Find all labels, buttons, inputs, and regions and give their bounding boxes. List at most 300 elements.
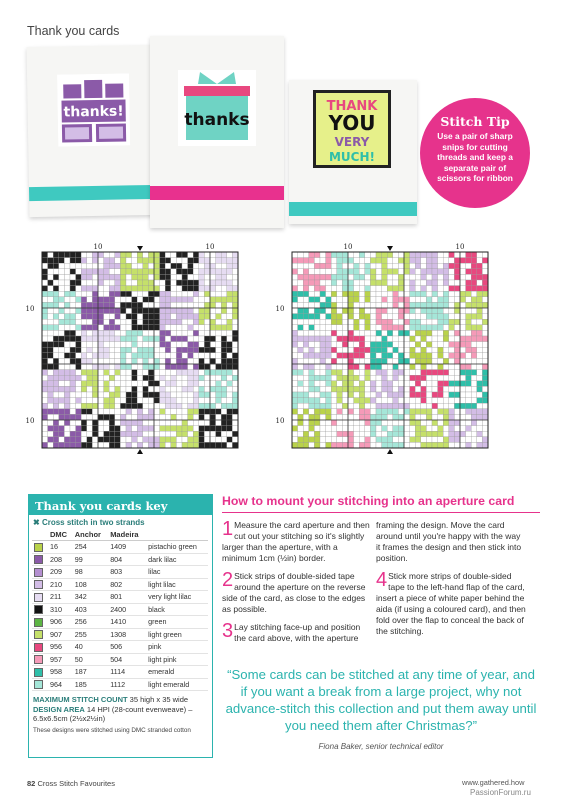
chart-cell <box>120 291 126 297</box>
design-value: 14 HPI (28-count evenweave) – 6.5x6.5cm (2½x2½in) <box>33 704 193 723</box>
chart-cell <box>376 314 382 320</box>
chart-cell <box>165 358 171 364</box>
chart-cell <box>454 431 460 437</box>
chart-cell <box>137 319 143 325</box>
chart-cell <box>227 308 233 314</box>
chart-cell <box>210 286 216 292</box>
chart-cell <box>59 420 65 426</box>
chart-cell <box>154 319 160 325</box>
chart-cell <box>443 314 449 320</box>
chart-cell <box>176 291 182 297</box>
chart-cell <box>188 431 194 437</box>
chart-cell <box>443 263 449 269</box>
chart-cell <box>204 274 210 280</box>
chart-cell <box>193 353 199 359</box>
chart-cell <box>460 336 466 342</box>
chart-cell <box>59 336 65 342</box>
chart-cell <box>216 442 222 448</box>
chart-cell <box>415 297 421 303</box>
chart-cell <box>309 370 315 376</box>
chart-cell <box>471 403 477 409</box>
chart-cell <box>160 258 166 264</box>
chart-cell <box>132 442 138 448</box>
chart-cell <box>482 308 488 314</box>
chart-cell <box>298 370 304 376</box>
chart-cell <box>326 252 332 258</box>
chart-cell <box>320 347 326 353</box>
chart-cell <box>210 347 216 353</box>
chart-cell <box>182 392 188 398</box>
chart-cell <box>160 398 166 404</box>
chart-cell <box>404 269 410 275</box>
chart-cell <box>81 325 87 331</box>
chart-cell <box>137 409 143 415</box>
chart-cell <box>398 297 404 303</box>
chart-cell <box>76 442 82 448</box>
chart-cell <box>432 269 438 275</box>
chart-cell <box>382 269 388 275</box>
chart-cell <box>298 426 304 432</box>
chart-cell <box>342 426 348 432</box>
chart-cell <box>331 336 337 342</box>
card-thank-you <box>289 80 417 224</box>
chart-cell <box>98 347 104 353</box>
chart-cell <box>482 375 488 381</box>
chart-cell <box>365 437 371 443</box>
chart-cell <box>443 297 449 303</box>
chart-cell <box>76 375 82 381</box>
chart-cell <box>359 392 365 398</box>
chart-cell <box>132 252 138 258</box>
chart-cell <box>48 252 54 258</box>
chart-cell <box>314 426 320 432</box>
chart-cell <box>337 263 343 269</box>
chart-cell <box>482 409 488 415</box>
chart-cell <box>404 274 410 280</box>
chart-cell <box>410 280 416 286</box>
chart-cell <box>154 280 160 286</box>
chart-cell <box>387 308 393 314</box>
chart-cell <box>348 330 354 336</box>
chart-cell <box>382 398 388 404</box>
chart-cell <box>59 381 65 387</box>
chart-cell <box>398 403 404 409</box>
chart-cell <box>354 414 360 420</box>
chart-cell <box>115 353 121 359</box>
chart-cell <box>342 280 348 286</box>
chart-cell <box>348 258 354 264</box>
chart-cell <box>204 364 210 370</box>
chart-cell <box>438 308 444 314</box>
chart-cell <box>376 403 382 409</box>
chart-cell <box>342 442 348 448</box>
chart-cell <box>42 426 48 432</box>
chart-cell <box>148 420 154 426</box>
chart-cell <box>298 336 304 342</box>
chart-cell <box>410 347 416 353</box>
chart-cell <box>370 347 376 353</box>
card-thanks <box>150 36 284 228</box>
chart-cell <box>314 330 320 336</box>
chart-cell <box>87 414 93 420</box>
chart-cell <box>421 442 427 448</box>
chart-cell <box>132 274 138 280</box>
dmc-code: 958 <box>48 666 73 679</box>
chart-cell <box>227 353 233 359</box>
chart-cell <box>398 258 404 264</box>
chart-cell <box>104 263 110 269</box>
chart-cell <box>348 286 354 292</box>
chart-cell <box>143 252 149 258</box>
chart-cell <box>137 342 143 348</box>
chart-cell <box>454 370 460 376</box>
chart-cell <box>165 375 171 381</box>
chart-cell <box>454 280 460 286</box>
chart-cell <box>443 414 449 420</box>
chart-cell <box>182 386 188 392</box>
chart-cell <box>432 314 438 320</box>
chart-cell <box>320 403 326 409</box>
chart-cell <box>132 269 138 275</box>
chart-cell <box>426 381 432 387</box>
chart-cell <box>460 386 466 392</box>
chart-cell <box>326 353 332 359</box>
chart-cell <box>449 426 455 432</box>
chart-cell <box>331 263 337 269</box>
chart-cell <box>443 442 449 448</box>
chart-cell <box>482 302 488 308</box>
chart-cell <box>165 398 171 404</box>
chart-cell <box>326 426 332 432</box>
chart-cell <box>137 358 143 364</box>
anchor-code: 187 <box>73 666 108 679</box>
step-4 <box>376 571 526 637</box>
chart-cell <box>370 375 376 381</box>
chart-cell <box>454 319 460 325</box>
chart-cell <box>92 409 98 415</box>
chart-cell <box>387 364 393 370</box>
chart-cell <box>348 403 354 409</box>
chart-cell <box>199 269 205 275</box>
chart-cell <box>426 431 432 437</box>
chart-cell <box>221 263 227 269</box>
chart-cell <box>443 302 449 308</box>
chart-cell <box>303 392 309 398</box>
chart-cell <box>320 431 326 437</box>
chart-cell <box>438 297 444 303</box>
chart-cell <box>165 280 171 286</box>
chart-cell <box>210 426 216 432</box>
chart-cell <box>216 291 222 297</box>
chart-cell <box>109 370 115 376</box>
chart-cell <box>188 358 194 364</box>
chart-cell <box>466 420 472 426</box>
chart-cell <box>160 420 166 426</box>
chart-cell <box>460 442 466 448</box>
chart-cell <box>98 263 104 269</box>
chart-cell <box>449 252 455 258</box>
chart-cell <box>415 280 421 286</box>
chart-cell <box>303 286 309 292</box>
chart-cell <box>210 358 216 364</box>
chart-cell <box>210 392 216 398</box>
chart-cell <box>342 364 348 370</box>
chart-cell <box>182 286 188 292</box>
chart-cell <box>365 426 371 432</box>
chart-cell <box>432 420 438 426</box>
chart-cell <box>438 347 444 353</box>
chart-cell <box>348 269 354 275</box>
chart-cell <box>115 263 121 269</box>
chart-cell <box>59 426 65 432</box>
chart-cell <box>87 274 93 280</box>
chart-cell <box>387 336 393 342</box>
chart-cell <box>292 319 298 325</box>
chart-cell <box>92 342 98 348</box>
chart-cell <box>449 330 455 336</box>
chart-cell <box>471 269 477 275</box>
chart-cell <box>53 314 59 320</box>
chart-cell <box>471 409 477 415</box>
chart-cell <box>92 336 98 342</box>
chart-cell <box>182 442 188 448</box>
chart-cell <box>171 403 177 409</box>
chart-cell <box>438 263 444 269</box>
chart-cell <box>154 381 160 387</box>
chart-cell <box>188 302 194 308</box>
chart-cell <box>171 414 177 420</box>
chart-cell <box>342 342 348 348</box>
chart-cell <box>42 263 48 269</box>
chart-cell <box>216 280 222 286</box>
colour-name: black <box>146 603 208 616</box>
chart-cell <box>42 252 48 258</box>
chart-cell <box>387 302 393 308</box>
chart-cell <box>337 297 343 303</box>
chart-cell <box>314 364 320 370</box>
chart-cell <box>466 358 472 364</box>
chart-cell <box>398 269 404 275</box>
chart-cell <box>331 403 337 409</box>
chart-cell <box>232 274 238 280</box>
chart-cell <box>454 314 460 320</box>
col-anchor: Anchor <box>73 529 108 541</box>
chart-cell <box>354 375 360 381</box>
chart-cell <box>182 353 188 359</box>
chart-cell <box>115 426 121 432</box>
chart-cell <box>421 330 427 336</box>
chart-cell <box>292 437 298 443</box>
symbol-swatch <box>34 593 43 602</box>
chart-cell <box>143 297 149 303</box>
chart-cell <box>292 409 298 415</box>
chart-cell <box>171 420 177 426</box>
chart-cell <box>120 386 126 392</box>
chart-cell <box>426 325 432 331</box>
symbol-swatch-cell <box>32 541 48 554</box>
chart-cell <box>109 258 115 264</box>
chart-cell <box>148 414 154 420</box>
chart-cell <box>165 291 171 297</box>
chart-cell <box>87 370 93 376</box>
anchor-code: 40 <box>73 641 108 654</box>
chart-cell <box>432 426 438 432</box>
chart-cell <box>42 319 48 325</box>
chart-cell <box>109 263 115 269</box>
chart-cell <box>320 269 326 275</box>
chart-cell <box>132 437 138 443</box>
chart-cell <box>466 252 472 258</box>
chart-cell <box>398 319 404 325</box>
chart-cell <box>98 308 104 314</box>
chart-cell <box>466 297 472 303</box>
chart-cell <box>148 381 154 387</box>
symbol-swatch-cell <box>32 653 48 666</box>
chart-cell <box>438 330 444 336</box>
chart-cell <box>382 330 388 336</box>
chart-cell <box>227 370 233 376</box>
chart-cell <box>370 286 376 292</box>
chart-cell <box>421 274 427 280</box>
chart-cell <box>326 274 332 280</box>
chart-cell <box>227 381 233 387</box>
chart-cell <box>354 291 360 297</box>
chart-cell <box>337 353 343 359</box>
chart-cell <box>382 386 388 392</box>
chart-cell <box>176 269 182 275</box>
chart-cell <box>421 409 427 415</box>
chart-cell <box>59 358 65 364</box>
chart-cell <box>426 426 432 432</box>
chart-cell <box>298 274 304 280</box>
chart-cell <box>76 364 82 370</box>
chart-cell <box>393 274 399 280</box>
chart-cell <box>199 386 205 392</box>
chart-cell <box>320 420 326 426</box>
chart-cell <box>70 342 76 348</box>
thanks-box-motif <box>178 70 256 146</box>
chart-cell <box>115 286 121 292</box>
chart-cell <box>227 280 233 286</box>
chart-cell <box>482 398 488 404</box>
chart-cell <box>454 426 460 432</box>
chart-cell <box>298 386 304 392</box>
symbol-swatch <box>34 568 43 577</box>
chart-cell <box>309 302 315 308</box>
chart-cell <box>204 297 210 303</box>
chart-cell <box>298 420 304 426</box>
chart-cell <box>314 336 320 342</box>
chart-cell <box>115 252 121 258</box>
chart-cell <box>303 437 309 443</box>
chart-cell <box>460 286 466 292</box>
chart-cell <box>320 426 326 432</box>
chart-cell <box>182 398 188 404</box>
chart-cell <box>292 286 298 292</box>
chart-cell <box>320 252 326 258</box>
chart-cell <box>404 431 410 437</box>
chart-cell <box>337 392 343 398</box>
chart-cell <box>188 330 194 336</box>
chart-cell <box>59 403 65 409</box>
chart-cell <box>354 252 360 258</box>
chart-cell <box>92 263 98 269</box>
chart-cell <box>204 280 210 286</box>
chart-cell <box>193 314 199 320</box>
chart-cell <box>148 347 154 353</box>
chart-cell <box>42 336 48 342</box>
chart-cell <box>449 297 455 303</box>
chart-cell <box>404 319 410 325</box>
chart-cell <box>193 274 199 280</box>
chart-cell <box>64 325 70 331</box>
madeira-code: 1308 <box>108 628 146 641</box>
chart-cell <box>370 342 376 348</box>
chart-cell <box>221 336 227 342</box>
chart-cell <box>232 325 238 331</box>
chart-cell <box>48 426 54 432</box>
chart-cell <box>482 358 488 364</box>
chart-cell <box>393 431 399 437</box>
chart-cell <box>154 342 160 348</box>
chart-cell <box>443 426 449 432</box>
chart-cell <box>160 437 166 443</box>
chart-cell <box>410 314 416 320</box>
anchor-code: 254 <box>73 541 108 554</box>
chart-cell <box>64 426 70 432</box>
chart-cell <box>382 347 388 353</box>
chart-cell <box>421 381 427 387</box>
chart-cell <box>404 370 410 376</box>
chart-cell <box>53 274 59 280</box>
chart-cell <box>165 420 171 426</box>
chart-cell <box>303 347 309 353</box>
chart-cell <box>176 358 182 364</box>
chart-cell <box>232 392 238 398</box>
chart-cell <box>432 375 438 381</box>
chart-cell <box>70 426 76 432</box>
chart-cell <box>182 263 188 269</box>
chart-cell <box>466 381 472 387</box>
chart-cell <box>120 437 126 443</box>
madeira-code: 506 <box>108 641 146 654</box>
chart-cell <box>454 381 460 387</box>
chart-cell <box>137 308 143 314</box>
chart-cell <box>326 437 332 443</box>
chart-cell <box>387 437 393 443</box>
chart-cell <box>359 280 365 286</box>
chart-cell <box>359 442 365 448</box>
chart-cell <box>64 364 70 370</box>
chart-cell <box>370 336 376 342</box>
chart-cell <box>443 280 449 286</box>
chart-cell <box>404 381 410 387</box>
chart-cell <box>53 269 59 275</box>
chart-cell <box>70 280 76 286</box>
chart-cell <box>92 392 98 398</box>
chart-cell <box>471 414 477 420</box>
chart-cell <box>432 398 438 404</box>
chart-cell <box>104 386 110 392</box>
chart-cell <box>120 442 126 448</box>
chart-cell <box>143 420 149 426</box>
chart-cell <box>171 297 177 303</box>
chart-cell <box>421 420 427 426</box>
chart-cell <box>126 269 132 275</box>
thread-key <box>28 494 213 758</box>
key-table <box>32 529 208 691</box>
chart-cell <box>398 325 404 331</box>
